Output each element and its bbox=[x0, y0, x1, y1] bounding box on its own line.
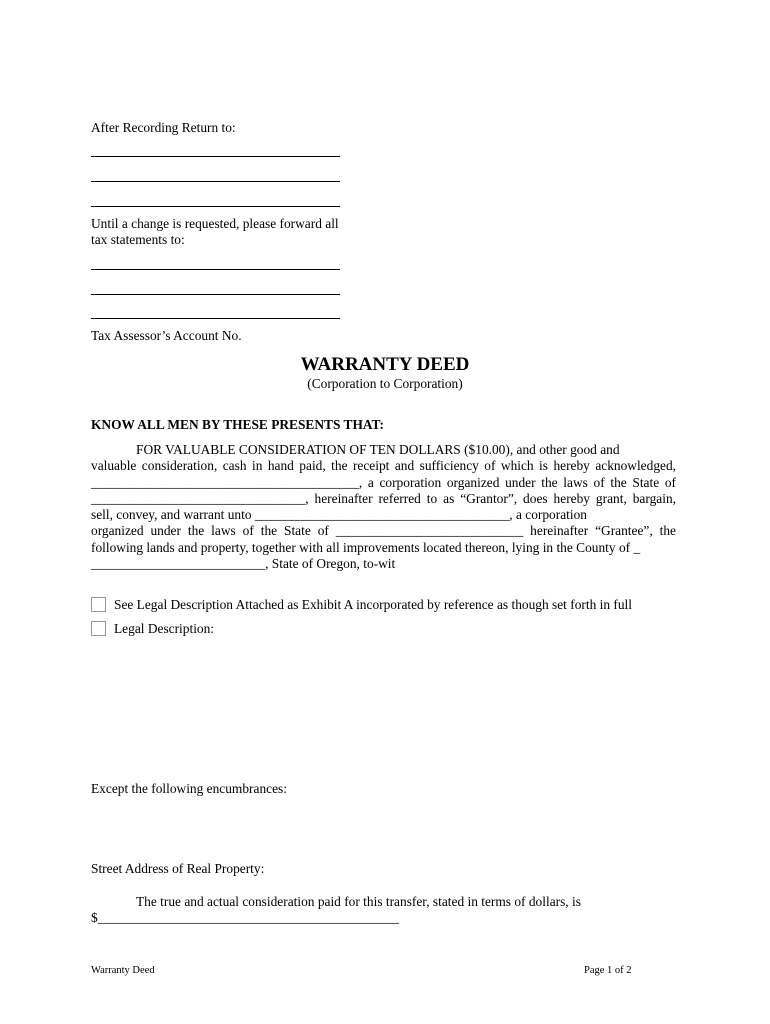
legal-description-label: Legal Description: bbox=[114, 621, 215, 636]
consideration-text: The true and actual consideration paid for this transfer, stated in terms of dollars, is bbox=[136, 894, 581, 909]
return-address-line-2[interactable] bbox=[91, 181, 340, 182]
body-line-6: organized under the laws of the State of ____________________________ hereinafter “Grantee”, the bbox=[91, 523, 676, 538]
tax-address-line-2[interactable] bbox=[91, 294, 340, 295]
body-line-8: __________________________, State of Oregon, to-wit bbox=[91, 556, 396, 571]
footer-page-number: Page 1 of 2 bbox=[584, 965, 632, 976]
consideration-amount-line[interactable]: $_____________________________________________ bbox=[91, 910, 399, 925]
return-to-label: After Recording Return to: bbox=[91, 120, 236, 135]
encumbrances-label: Except the following encumbrances: bbox=[91, 781, 287, 796]
tax-statements-label-line-1: Until a change is requested, please forward all bbox=[91, 216, 339, 231]
page-subtitle: (Corporation to Corporation) bbox=[307, 376, 463, 391]
tax-address-line-3[interactable] bbox=[91, 318, 340, 319]
tax-statements-label-line-2: tax statements to: bbox=[91, 232, 185, 247]
legal-description-checkbox[interactable] bbox=[91, 621, 106, 636]
exhibit-a-label: See Legal Description Attached as Exhibit A incorporated by reference as though set forth in full bbox=[114, 597, 632, 612]
body-line-3: ________________________________________, a corporation organized under the laws of the State of bbox=[91, 475, 676, 490]
street-address-label: Street Address of Real Property: bbox=[91, 861, 265, 876]
tax-address-line-1[interactable] bbox=[91, 269, 340, 270]
page-title: WARRANTY DEED bbox=[300, 354, 470, 375]
exhibit-a-checkbox[interactable] bbox=[91, 597, 106, 612]
body-line-4: ________________________________, hereinafter referred to as “Grantor”, does hereby grant, bargain, bbox=[91, 491, 676, 506]
body-line-1: FOR VALUABLE CONSIDERATION OF TEN DOLLARS ($10.00), and other good and bbox=[136, 442, 620, 457]
body-line-2: valuable consideration, cash in hand paid, the receipt and sufficiency of which is hereby acknowledged, bbox=[91, 458, 676, 473]
footer-document-name: Warranty Deed bbox=[91, 965, 155, 976]
return-address-line-1[interactable] bbox=[91, 156, 340, 157]
body-line-7: following lands and property, together with all improvements located thereon, lying in the County of _ bbox=[91, 540, 641, 555]
intro-heading: KNOW ALL MEN BY THESE PRESENTS THAT: bbox=[91, 417, 384, 432]
body-line-5: sell, convey, and warrant unto ______________________________________, a corporation bbox=[91, 507, 587, 522]
tax-account-label: Tax Assessor’s Account No. bbox=[91, 328, 242, 343]
return-address-line-3[interactable] bbox=[91, 206, 340, 207]
